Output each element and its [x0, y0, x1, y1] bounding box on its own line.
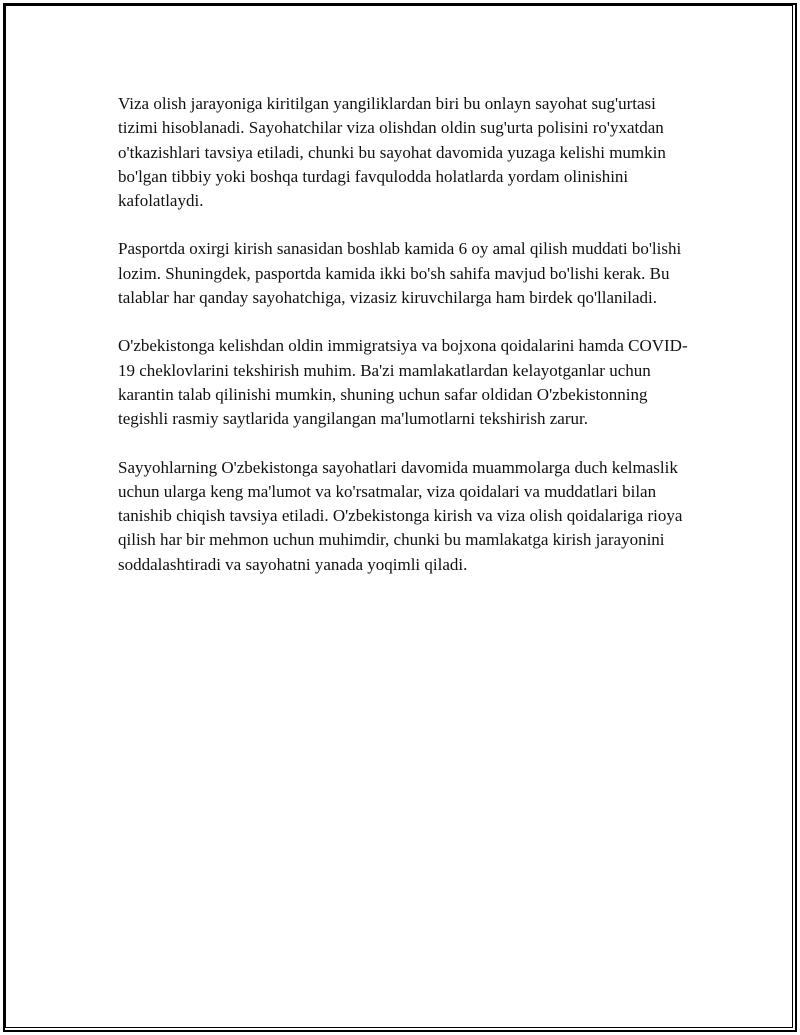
paragraph-travel-insurance: Viza olish jarayoniga kiritilgan yangiliklardan biri bu onlayn sayohat sug'urtasi tizimi hisoblanadi. Sayohatchilar viza olishdan oldin sug'urta polisini ro'yxatdan o'tkazishlari tavsiya etiladi, chunki bu sayohat davomida yuzaga kelishi mumkin bo'lgan tibbiy yoki boshqa turdagi favqulodda holatlarda yordam olinishini kafolatlaydi.: [118, 94, 666, 211]
paragraph-visa-rules-advice: Sayyohlarning O'zbekistonga sayohatlari davomida muammolarga duch kelmaslik uchun ularga keng ma'lumot va ko'rsatmalar, viza qoidalari va muddatlari bilan tanishib chiqish tavsiya etiladi. O'zbekistonga kirish va viza olish qoidalariga rioya qilish har bir mehmon uchun muhimdir, chunki bu mamlakatga kirish jarayonini soddalashtiradi va sayohatni yanada yoqimli qiladi.: [118, 457, 683, 574]
document-body: [118, 92, 698, 601]
paragraph-customs-covid: O'zbekistonga kelishdan oldin immigratsiya va bojxona qoidalarini hamda COVID-19 cheklovlarini tekshirish muhim. Ba'zi mamlakatlardan kelayotganlar uchun karantin talab qilinishi mumkin, shuning uchun safar oldidan O'zbekistonning tegishli rasmiy saytlarida yangilangan ma'lumotlarni tekshirish zarur.: [118, 336, 688, 429]
paragraph-passport-validity: Pasportda oxirgi kirish sanasidan boshlab kamida 6 oy amal qilish muddati bo'lishi lozim. Shuningdek, pasportda kamida ikki bo'sh sahifa mavjud bo'lishi kerak. Bu talablar har qanday sayohatchiga, vizasiz kiruvchilarga ham birdek qo'llaniladi.: [118, 239, 682, 308]
